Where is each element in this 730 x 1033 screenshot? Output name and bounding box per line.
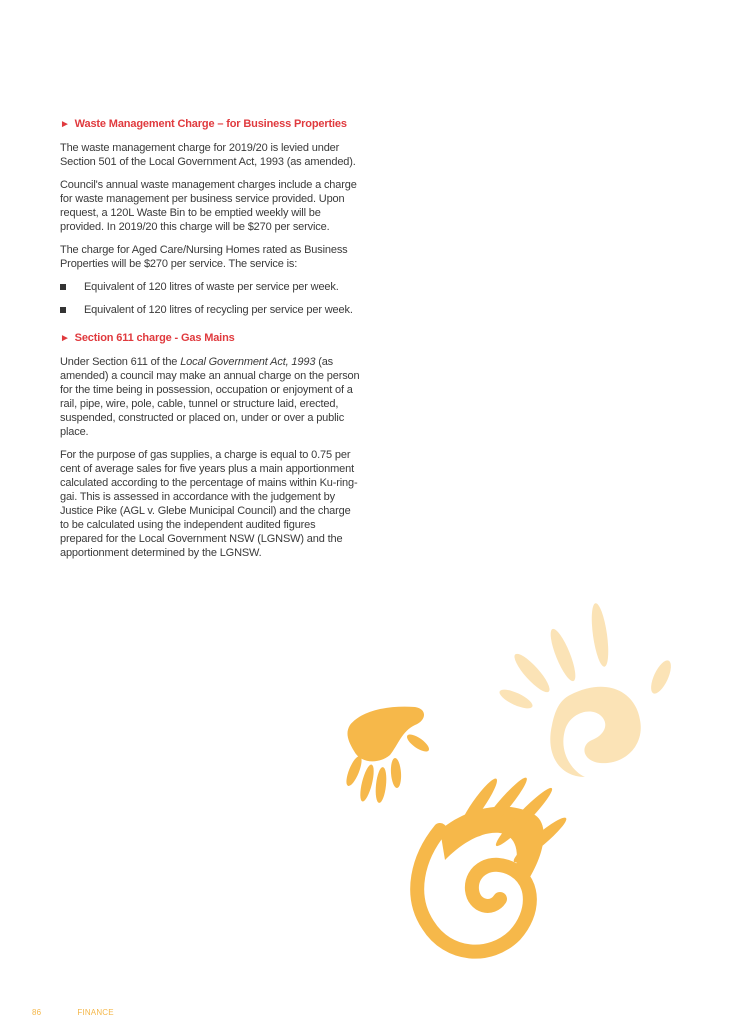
- large-spiral-hand-icon: [417, 774, 570, 952]
- page-footer: [32, 1008, 114, 1017]
- bullet-list: [60, 280, 360, 317]
- square-bullet-icon: [60, 307, 66, 313]
- main-content: [60, 117, 360, 569]
- paragraph: Under Section 611 of the Local Government Act, 1993 (as amended) a council may make an annual charge on the person for the time being in possession, occupation or enjoyment of a rail, pipe, wire, pole, cable, tunnel or structure laid, erected, suspended, constructed or placed on, under or over a public place.: [60, 356, 360, 438]
- paragraph: Council's annual waste management charges include a charge for waste management per business service provided. Upon request, a 120L Waste Bin to be emptied weekly will be provided. In 2019/20 this charge will be $270 per service.: [60, 179, 357, 233]
- section-label: FINANCE: [77, 1008, 114, 1017]
- arrow-right-icon: ►: [60, 119, 70, 130]
- square-bullet-icon: [60, 284, 66, 290]
- list-item: Equivalent of 120 litres of recycling per service per week.: [60, 303, 360, 317]
- page-number: 86: [32, 1008, 42, 1017]
- paragraph: The charge for Aged Care/Nursing Homes rated as Business Properties will be $270 per service. The service is:: [60, 244, 348, 270]
- paragraph: For the purpose of gas supplies, a charge is equal to 0.75 per cent of average sales for five years plus a main apportionment calculated according to the percentage of mains within Ku-ring-gai. This is assessed in accordance with the judgement by Justice Pike (AGL v. Glebe Municipal Council) and the charge to be calculated using the independent audited figures prepared for the Local Government NSW (LGNSW) and the apportionment determined by the LGNSW.: [60, 449, 358, 559]
- paragraph: The waste management charge for 2019/20 is levied under Section 501 of the Local Government Act, 1993 (as amended).: [60, 142, 356, 168]
- list-item: Equivalent of 120 litres of waste per service per week.: [60, 280, 360, 294]
- small-orange-hand-icon: [343, 707, 431, 804]
- decorative-hands-illustration: [320, 595, 730, 975]
- section-heading-waste: ► Waste Management Charge – for Business Properties: [60, 118, 347, 130]
- arrow-right-icon: ►: [60, 333, 70, 344]
- section-heading-gas-mains: ► Section 611 charge - Gas Mains: [60, 332, 235, 344]
- pale-hand-icon: [497, 602, 675, 777]
